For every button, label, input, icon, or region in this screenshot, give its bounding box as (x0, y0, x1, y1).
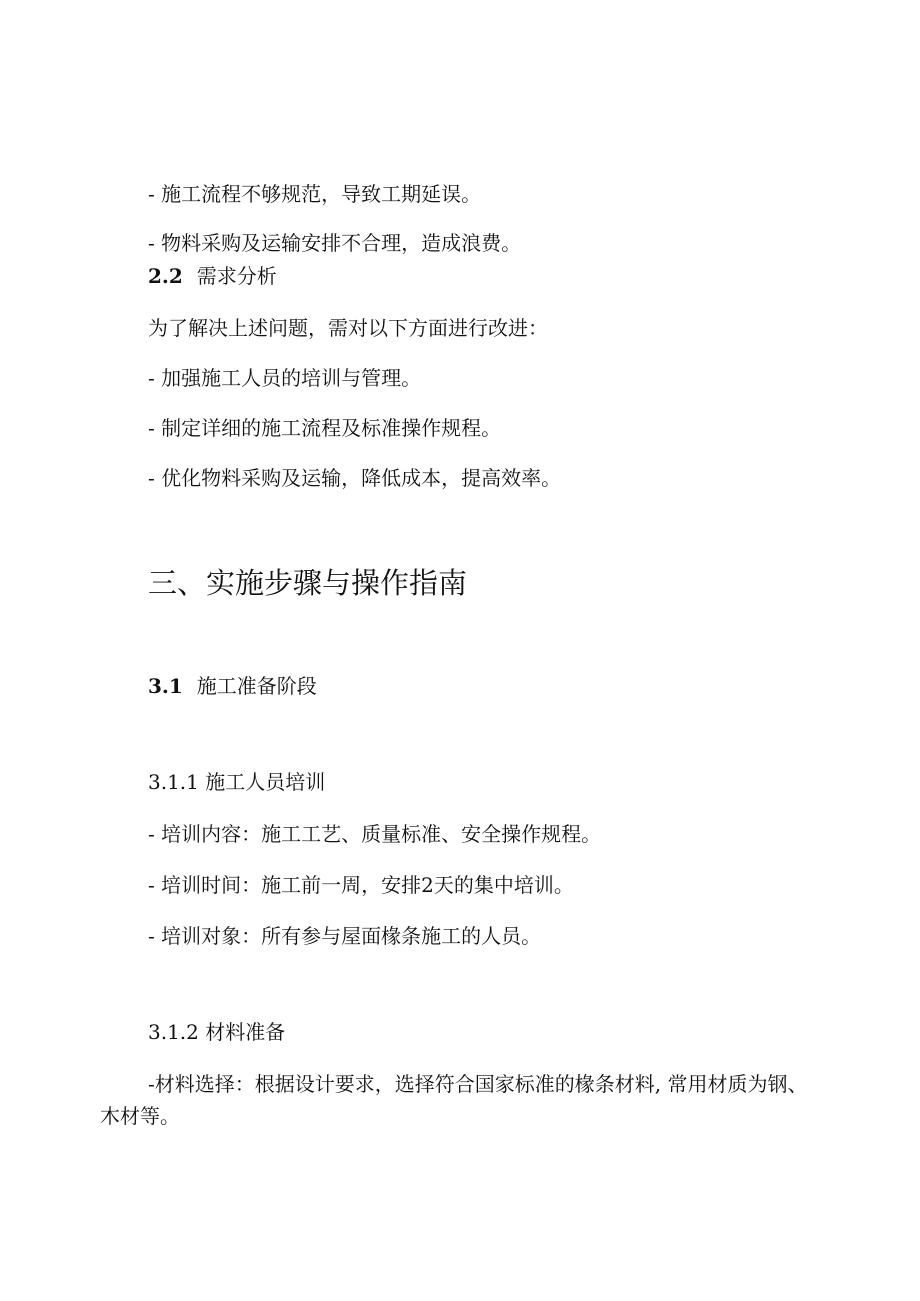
subsection-heading-3-1-2: 3.1.2 材料准备 (148, 1020, 286, 1044)
list-item: - 培训内容：施工工艺、质量标准、安全操作规程。 (148, 822, 602, 846)
list-item: - 物料采购及运输安排不合理，造成浪费。 (148, 231, 522, 255)
list-item: - 施工流程不够规范，导致工期延误。 (148, 182, 482, 206)
chapter-heading: 三、实施步骤与操作指南 (148, 566, 468, 600)
list-item: - 制定详细的施工流程及标准操作规程。 (148, 416, 502, 440)
subsection-heading-3-1-1: 3.1.1 施工人员培训 (148, 770, 326, 794)
paragraph: 为了解决上述问题，需对以下方面进行改进： (148, 316, 548, 340)
section-number: 3.1 (148, 674, 183, 698)
section-title: 施工准备阶段 (196, 674, 317, 698)
section-number: 2.2 (148, 264, 183, 288)
paragraph: -材料选择：根据设计要求，选择符合国家标准的椽条材料, 常用材质为钢、木材等。 (100, 1072, 808, 1128)
section-heading-3-1 (148, 672, 317, 700)
section-heading-2-2 (148, 262, 277, 290)
list-item: - 培训对象：所有参与屋面椽条施工的人员。 (148, 924, 542, 948)
list-item: - 培训时间：施工前一周，安排2天的集中培训。 (148, 873, 574, 897)
section-title: 需求分析 (196, 264, 277, 288)
list-item: - 优化物料采购及运输，降低成本，提高效率。 (148, 466, 562, 490)
list-item: - 加强施工人员的培训与管理。 (148, 366, 422, 390)
